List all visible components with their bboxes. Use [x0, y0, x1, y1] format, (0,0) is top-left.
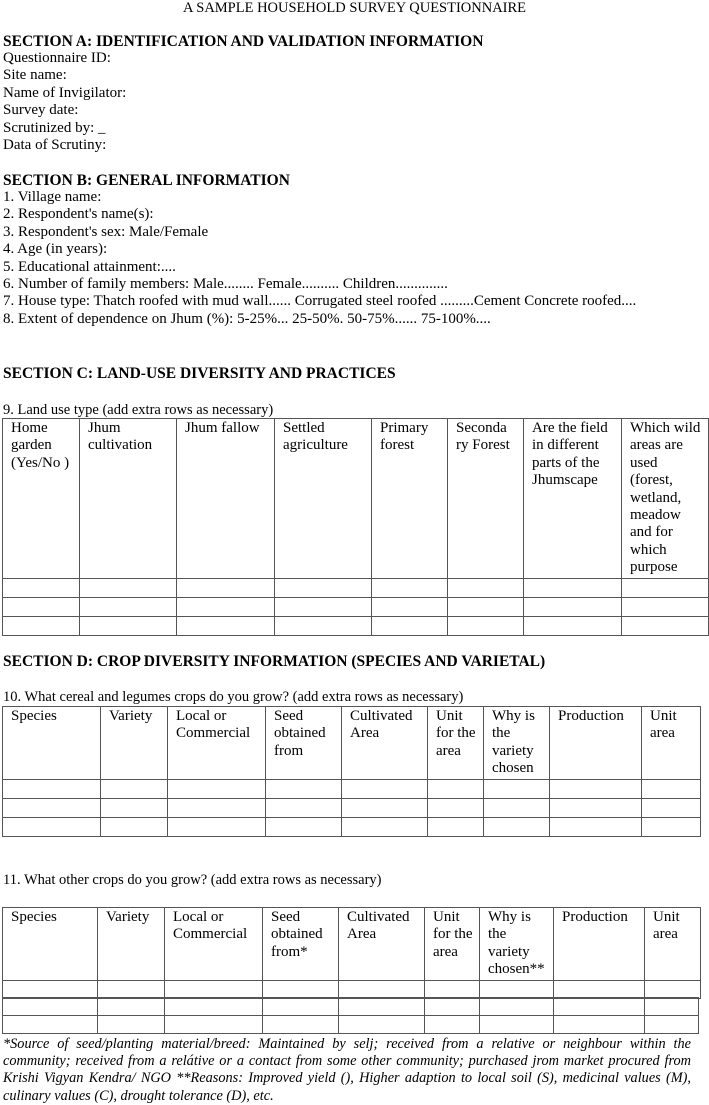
header-cell: Unit area [642, 707, 701, 780]
question-10: 10. What cereal and legumes crops do you grow? (add extra rows as necessary) [3, 689, 464, 705]
table-cell[interactable] [339, 980, 425, 998]
table-cell[interactable] [266, 817, 342, 836]
table-cell[interactable] [266, 798, 342, 817]
field-site-name: Site name: [3, 67, 67, 84]
section-b [0, 172, 693, 328]
item-respondent-sex: 3. Respondent's sex: Male/Female [3, 223, 209, 240]
table-cell[interactable] [645, 998, 699, 1016]
field-date-of-scrutiny: Data of Scrutiny: [3, 137, 107, 154]
table-cell[interactable] [98, 1016, 165, 1034]
header-cell: Jhum cultivation [80, 419, 177, 579]
header-cell: Species [3, 908, 98, 981]
question-9: 9. Land use type (add extra rows as necessary) [3, 402, 274, 418]
table-cell[interactable] [554, 1016, 645, 1034]
table-cell[interactable] [3, 817, 101, 836]
table-cell[interactable] [372, 616, 448, 635]
table-cell[interactable] [266, 779, 342, 798]
table-cell[interactable] [263, 980, 339, 998]
table-cell[interactable] [80, 597, 177, 616]
table-cell[interactable] [101, 798, 168, 817]
table-cell[interactable] [480, 1016, 554, 1034]
table-cell[interactable] [480, 998, 554, 1016]
header-cell: Variety [98, 908, 165, 981]
table-row [3, 1016, 699, 1034]
table-cell[interactable] [3, 998, 98, 1016]
table-cell[interactable] [339, 1016, 425, 1034]
table-cell[interactable] [448, 616, 524, 635]
other-crops-header-row [3, 908, 701, 981]
table-cell[interactable] [101, 817, 168, 836]
table-cell[interactable] [177, 578, 275, 597]
header-cell: Seed obtained from [266, 707, 342, 780]
header-cell: Species [3, 707, 101, 780]
land-use-header-row [3, 419, 709, 579]
table-cell[interactable] [484, 817, 550, 836]
item-age: 4. Age (in years): [3, 241, 108, 258]
item-jhum-dependence: 8. Extent of dependence on Jhum (%): 5-25%... 25-50%. 50-75%...... 75-100%.... [3, 310, 491, 327]
table-cell[interactable] [98, 998, 165, 1016]
table-cell[interactable] [480, 980, 554, 998]
table-cell[interactable] [342, 798, 428, 817]
table-cell[interactable] [3, 798, 101, 817]
header-cell: Unit area [645, 908, 701, 981]
header-cell: Local or Commercial [165, 908, 263, 981]
table-cell[interactable] [3, 1016, 98, 1034]
table-cell[interactable] [524, 597, 622, 616]
table-cell[interactable] [275, 597, 372, 616]
header-cell: Production [554, 908, 645, 981]
item-village-name: 1. Village name: [3, 189, 102, 205]
cereal-legume-table [2, 706, 701, 837]
table-cell[interactable] [168, 798, 266, 817]
table-cell[interactable] [177, 616, 275, 635]
table-cell[interactable] [3, 597, 80, 616]
header-cell: Which wild areas are used (forest, wetland, meadow and for which purpose [622, 419, 709, 579]
table-row [3, 798, 701, 817]
table-cell[interactable] [275, 616, 372, 635]
item-house-type: 7. House type: Thatch roofed with mud wall...... Corrugated steel roofed .........Cement Concrete roofed.... [3, 293, 637, 310]
cereal-header-row [3, 707, 701, 780]
header-cell: Production [550, 707, 642, 780]
header-cell: Cultivated Area [342, 707, 428, 780]
land-use-table [2, 418, 709, 636]
table-cell[interactable] [177, 597, 275, 616]
table-cell[interactable] [622, 616, 709, 635]
table-cell[interactable] [448, 597, 524, 616]
header-cell: Local or Commercial [168, 707, 266, 780]
section-a-heading: SECTION A: IDENTIFICATION AND VALIDATION INFORMATION [3, 33, 484, 50]
table-row [3, 817, 701, 836]
header-cell: Seconda ry Forest [448, 419, 524, 579]
table-cell[interactable] [550, 817, 642, 836]
table-cell[interactable] [554, 998, 645, 1016]
table-cell[interactable] [342, 779, 428, 798]
table-cell[interactable] [425, 998, 480, 1016]
section-c-heading: SECTION C: LAND-USE DIVERSITY AND PRACTICES [3, 365, 396, 382]
table-cell[interactable] [642, 779, 701, 798]
table-cell[interactable] [372, 597, 448, 616]
table-cell[interactable] [98, 980, 165, 998]
header-cell: Unit for the area [428, 707, 484, 780]
table-cell[interactable] [275, 578, 372, 597]
table-cell[interactable] [165, 1016, 263, 1034]
table-cell[interactable] [3, 980, 98, 998]
table-cell[interactable] [165, 980, 263, 998]
table-cell[interactable] [428, 779, 484, 798]
item-family-members: 6. Number of family members: Male........ Female.......... Children.............. [3, 276, 448, 293]
header-cell: Why is the variety chosen [484, 707, 550, 780]
table-cell[interactable] [165, 998, 263, 1016]
header-cell: Jhum fallow [177, 419, 275, 579]
table-cell[interactable] [3, 578, 80, 597]
section-a [0, 33, 483, 154]
table-cell[interactable] [428, 798, 484, 817]
table-row [3, 998, 699, 1016]
table-cell[interactable] [622, 578, 709, 597]
header-cell: Settled agriculture [275, 419, 372, 579]
table-cell[interactable] [550, 779, 642, 798]
header-cell: Cultivated Area [339, 908, 425, 981]
table-row [3, 578, 709, 597]
item-respondent-name: 2. Respondent's name(s): [3, 206, 154, 223]
table-cell[interactable] [339, 998, 425, 1016]
table-cell[interactable] [80, 578, 177, 597]
table-cell[interactable] [484, 798, 550, 817]
table-cell[interactable] [263, 1016, 339, 1034]
table-cell[interactable] [428, 817, 484, 836]
field-questionnaire-id: Questionnaire ID: [3, 50, 111, 66]
table-cell[interactable] [168, 817, 266, 836]
table-cell[interactable] [101, 779, 168, 798]
table-cell[interactable] [642, 817, 701, 836]
header-cell: Primary forest [372, 419, 448, 579]
table-cell[interactable] [622, 597, 709, 616]
header-cell: Home garden (Yes/No ) [3, 419, 80, 579]
field-survey-date: Survey date: [3, 102, 79, 119]
header-cell: Why is the variety chosen** [480, 908, 554, 981]
table-cell[interactable] [425, 1016, 480, 1034]
table-cell[interactable] [342, 817, 428, 836]
table-row [3, 616, 709, 635]
table-cell[interactable] [168, 779, 266, 798]
table-cell[interactable] [645, 980, 701, 998]
table-cell[interactable] [554, 980, 645, 998]
section-b-heading: SECTION B: GENERAL INFORMATION [3, 172, 290, 189]
table-cell[interactable] [3, 616, 80, 635]
table-row [3, 779, 701, 798]
table-cell[interactable] [448, 578, 524, 597]
question-11: 11. What other crops do you grow? (add extra rows as necessary) [3, 872, 382, 888]
table-row [3, 980, 701, 998]
table-cell[interactable] [372, 578, 448, 597]
table-cell[interactable] [425, 980, 480, 998]
table-cell[interactable] [263, 998, 339, 1016]
table-cell[interactable] [524, 578, 622, 597]
field-scrutinized-by: Scrutinized by: _ [3, 119, 106, 136]
table-cell[interactable] [642, 798, 701, 817]
section-d-heading: SECTION D: CROP DIVERSITY INFORMATION (SPECIES AND VARIETAL) [3, 653, 546, 670]
table-cell[interactable] [484, 779, 550, 798]
table-cell[interactable] [3, 779, 101, 798]
item-education: 5. Educational attainment:.... [3, 258, 176, 275]
document-title: A SAMPLE HOUSEHOLD SURVEY QUESTIONNAIRE [182, 0, 527, 16]
footnote: *Source of seed/planting material/breed: Maintained by selj; received from a relative or neighbour within the community; received from a relátive or a contact from some other community; purchased jrom market procured from Krishi Vigyan Kendra/ NGO **Reasons: Improved yield (), Higher adaption to local soil (S), medicinal values (M), culinary values (C), drought tolerance (D), etc. [3, 1036, 691, 1104]
table-row [3, 597, 709, 616]
header-cell: Unit for the area [425, 908, 480, 981]
table-cell[interactable] [550, 798, 642, 817]
other-crops-extra-rows [2, 997, 699, 1034]
table-cell[interactable] [80, 616, 177, 635]
field-invigilator: Name of Invigilator: [3, 84, 127, 101]
table-cell[interactable] [645, 1016, 699, 1034]
other-crops-table [2, 907, 701, 999]
table-cell[interactable] [524, 616, 622, 635]
header-cell: Seed obtained from* [263, 908, 339, 981]
header-cell: Are the field in different parts of the Jhumscape [524, 419, 622, 579]
header-cell: Variety [101, 707, 168, 780]
